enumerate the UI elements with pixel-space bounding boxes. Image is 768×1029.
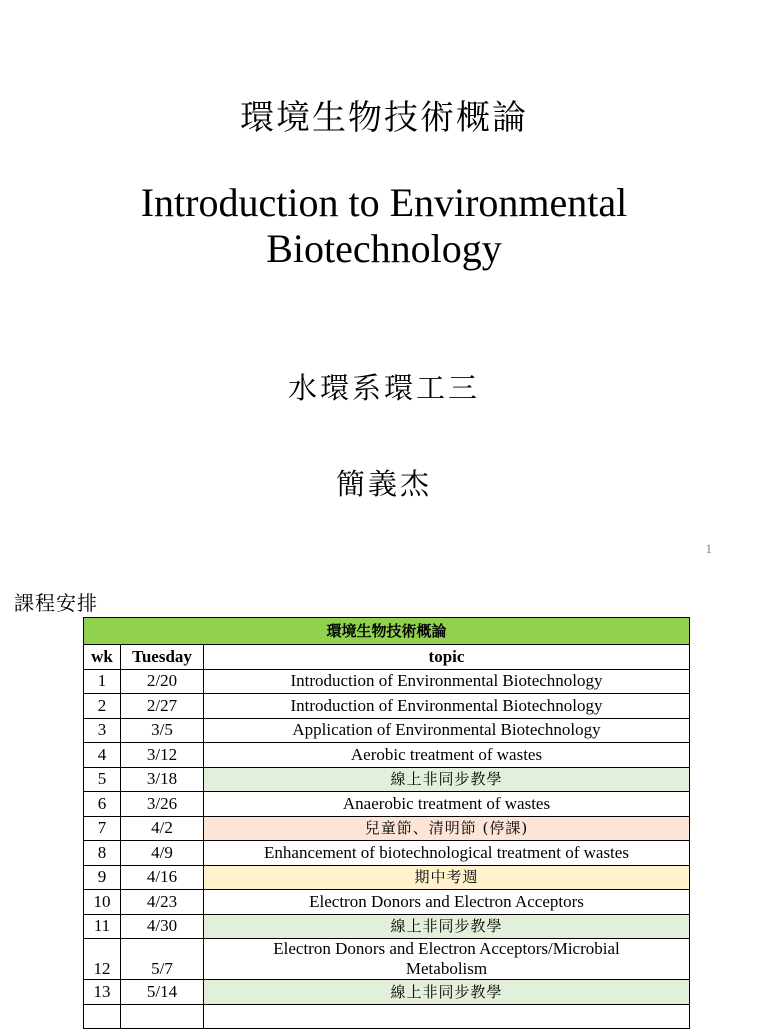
table-row-online xyxy=(84,980,690,1005)
week-cell: 10 xyxy=(84,890,121,915)
week-cell: 8 xyxy=(84,841,121,866)
date-cell: 4/2 xyxy=(121,816,204,841)
date-cell: 4/30 xyxy=(121,914,204,939)
table-row xyxy=(84,743,690,768)
topic-cell: Enhancement of biotechnological treatment of wastes xyxy=(204,841,690,866)
table-row xyxy=(84,841,690,866)
header-day: Tuesday xyxy=(121,645,204,670)
topic-line1: Electron Donors and Electron Acceptors/Microbial xyxy=(273,939,620,958)
english-title-line1: Introduction to Environmental xyxy=(140,180,628,225)
table-title: 環境生物技術概論 xyxy=(84,618,690,645)
week-cell: 11 xyxy=(84,914,121,939)
section-heading: 課程安排 xyxy=(14,591,98,615)
date-cell: 2/20 xyxy=(121,669,204,694)
chinese-title: 環境生物技術概論 xyxy=(240,98,528,138)
table-row-cut-off xyxy=(84,1004,690,1029)
table-row-holiday xyxy=(84,816,690,841)
table-row-online xyxy=(84,767,690,792)
topic-cell: Anaerobic treatment of wastes xyxy=(204,792,690,817)
topic-cell: 線上非同步教學 xyxy=(204,767,690,792)
topic-cell: Electron Donors and Electron Acceptors xyxy=(204,890,690,915)
topic-cell: 兒童節、清明節 (停課) xyxy=(204,816,690,841)
date-cell: 4/16 xyxy=(121,865,204,890)
week-cell: 5 xyxy=(84,767,121,792)
date-cell: 3/26 xyxy=(121,792,204,817)
table-row-exam xyxy=(84,865,690,890)
table-row xyxy=(84,669,690,694)
week-cell: 2 xyxy=(84,694,121,719)
week-cell: 13 xyxy=(84,980,121,1005)
topic-cell: 線上非同步教學 xyxy=(204,914,690,939)
english-title-line2: Biotechnology xyxy=(266,226,502,271)
week-cell: 12 xyxy=(84,939,121,980)
english-title xyxy=(0,180,768,272)
topic-cell: 線上非同步教學 xyxy=(204,980,690,1005)
week-cell-empty xyxy=(84,1004,121,1029)
week-cell: 7 xyxy=(84,816,121,841)
date-cell: 3/18 xyxy=(121,767,204,792)
page-number: 1 xyxy=(705,541,712,556)
date-cell: 5/14 xyxy=(121,980,204,1005)
topic-cell: Introduction of Environmental Biotechnology xyxy=(204,669,690,694)
schedule-table xyxy=(83,617,690,1029)
date-cell: 3/5 xyxy=(121,718,204,743)
department: 水環系環工三 xyxy=(287,371,480,405)
topic-cell: Application of Environmental Biotechnology xyxy=(204,718,690,743)
table-row-online xyxy=(84,914,690,939)
week-cell: 9 xyxy=(84,865,121,890)
week-cell: 3 xyxy=(84,718,121,743)
table-header-row xyxy=(84,645,690,670)
topic-cell: 期中考週 xyxy=(204,865,690,890)
date-cell: 5/7 xyxy=(121,939,204,980)
topic-cell: Aerobic treatment of wastes xyxy=(204,743,690,768)
date-cell-empty xyxy=(121,1004,204,1029)
author: 簡義杰 xyxy=(335,467,432,501)
week-cell: 1 xyxy=(84,669,121,694)
week-cell: 4 xyxy=(84,743,121,768)
date-cell: 3/12 xyxy=(121,743,204,768)
table-row xyxy=(84,890,690,915)
table-row xyxy=(84,939,690,980)
date-cell: 4/23 xyxy=(121,890,204,915)
table-row xyxy=(84,718,690,743)
header-wk: wk xyxy=(84,645,121,670)
table-row xyxy=(84,694,690,719)
topic-cell xyxy=(204,939,690,980)
week-cell: 6 xyxy=(84,792,121,817)
topic-line2: Metabolism xyxy=(405,959,488,978)
table-row xyxy=(84,792,690,817)
header-topic: topic xyxy=(204,645,690,670)
table-title-row xyxy=(84,618,690,645)
date-cell: 4/9 xyxy=(121,841,204,866)
topic-cell-empty xyxy=(204,1004,690,1029)
topic-cell: Introduction of Environmental Biotechnology xyxy=(204,694,690,719)
date-cell: 2/27 xyxy=(121,694,204,719)
